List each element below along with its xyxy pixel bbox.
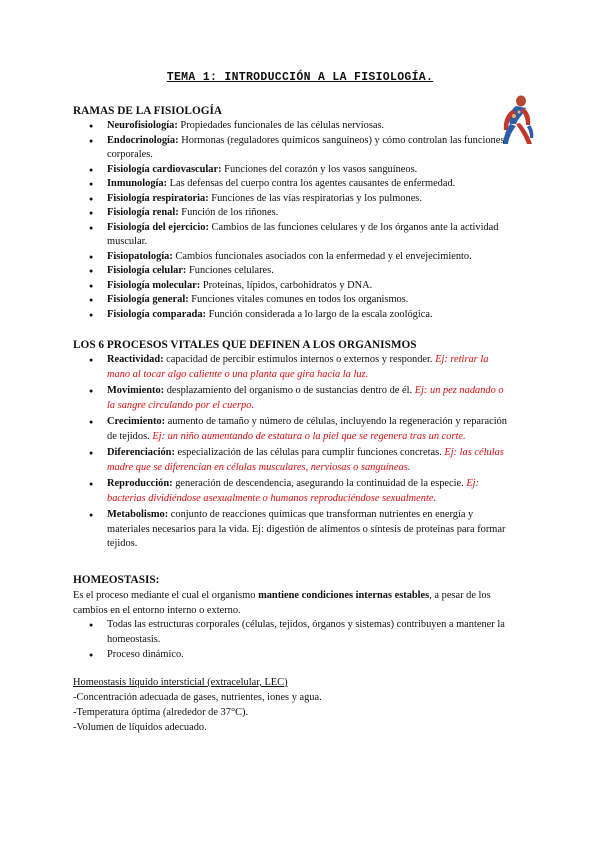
list-item xyxy=(73,163,513,178)
lec-line: -Concentración adecuada de gases, nutrientes, iones y agua. xyxy=(73,692,322,703)
intro-post: , a pesar de los cambios en el entorno interno o externo. xyxy=(73,590,491,616)
example: Ej: las células madre que se diferencian en células musculares, nerviosas o sanguíneas. xyxy=(107,447,504,473)
lec-line: -Temperatura óptima (alrededor de 37°C). xyxy=(73,707,249,718)
ramas-heading: RAMAS DE LA FISIOLOGÍA xyxy=(73,105,223,117)
list-item xyxy=(73,446,513,475)
term: Fisiología comparada: xyxy=(107,308,206,320)
intro-bold: mantiene condiciones internas estables xyxy=(258,590,430,601)
description: Funciones de las vías respiratorias y los pulmones. xyxy=(208,192,422,204)
homeostasis-bullets xyxy=(73,618,513,663)
term: Reactividad: xyxy=(107,354,164,365)
description: Las defensas del cuerpo contra los agentes causantes de enfermedad. xyxy=(167,178,456,189)
term: Diferenciación: xyxy=(107,447,175,458)
term: Inmunología: xyxy=(107,178,168,189)
homeostasis-intro xyxy=(73,589,523,618)
description: Funciones vitales comunes en todos los organismos. xyxy=(188,294,409,305)
lec-subheading: Homeostasis líquido intersticial (extracelular, LEC) xyxy=(73,677,288,688)
description: Propiedades funcionales de las células nerviosas. xyxy=(177,120,385,131)
term: Movimiento: xyxy=(107,385,165,396)
description: Cambios funcionales asociados con la enfermedad y el envejecimiento. xyxy=(172,250,472,262)
example: Ej: un niño aumentando de estatura o la piel que se regenera tras un corte. xyxy=(152,430,466,442)
list-item: ● Proceso dinámico. xyxy=(73,648,513,663)
description: aumento de tamaño y número de células, incluyendo la regeneración y reparación de tejidos. xyxy=(107,416,507,442)
description: conjunto de reacciones químicas que transforman nutrientes en energía y materiales necesarios para la vida. Ej: digestión de alimentos o síntesis de proteínas para formar tejidos. xyxy=(107,509,506,549)
list-item xyxy=(73,508,513,552)
description: Proteínas, lípidos, carbohidratos y DNA. xyxy=(200,279,373,291)
term: Crecimiento: xyxy=(107,416,166,427)
list-item xyxy=(73,353,513,382)
list-item xyxy=(73,250,513,265)
page-title: TEMA 1: INTRODUCCIÓN A LA FISIOLOGÍA. xyxy=(166,71,434,84)
term: Fisiología renal: xyxy=(107,207,179,218)
list-item xyxy=(73,415,513,444)
example: Ej: retirar la mano al tocar algo caliente o una planta que gira hacia la luz. xyxy=(107,354,489,380)
intro-pre: Es el proceso mediante el cual el organismo xyxy=(73,590,259,601)
description: generación de descendencia, asegurando la continuidad de la especie. xyxy=(172,478,467,489)
example: Ej: un pez nadando o la sangre circulando por el cuerpo. xyxy=(107,385,504,411)
list-item xyxy=(73,119,513,134)
example: Ej: bacterias dividiéndose asexualmente o humanos reproduciéndose sexualmente. xyxy=(107,478,480,504)
list-item xyxy=(73,134,513,163)
term: Fisiopatología: xyxy=(107,250,173,262)
description: desplazamiento del organismo o de sustancias dentro de él. xyxy=(164,385,415,396)
description: Funciones del corazón y los vasos sanguíneos. xyxy=(221,163,418,175)
term: Fisiología del ejercicio: xyxy=(107,221,209,233)
list-item xyxy=(73,264,513,279)
ramas-list xyxy=(73,119,513,322)
procesos-heading: LOS 6 PROCESOS VITALES QUE DEFINEN A LOS ORGANISMOS xyxy=(73,339,417,351)
list-item xyxy=(73,279,513,294)
term: Fisiología general: xyxy=(107,294,189,305)
description: Cambios de las funciones celulares y de los órganos ante la actividad muscular. xyxy=(107,221,499,247)
term: Fisiología cardiovascular: xyxy=(107,163,222,175)
description: capacidad de percibir estímulos internos o externos y responder. xyxy=(163,354,436,365)
list-item xyxy=(73,384,513,413)
term: Reproducción: xyxy=(107,478,173,489)
description: Funciones celulares. xyxy=(186,265,274,276)
description: Hormonas (reguladores químicos sanguíneos) y cómo controlan las funciones corporales. xyxy=(107,134,505,160)
term: Neurofisiología: xyxy=(107,120,178,131)
description: Función considerada a lo largo de la escala zoológica. xyxy=(206,308,433,320)
term: Fisiología respiratoria: xyxy=(107,192,209,204)
procesos-list xyxy=(73,353,513,554)
description: especialización de las células para cumplir funciones concretas. xyxy=(174,447,445,458)
term: Metabolismo: xyxy=(107,509,169,520)
list-item xyxy=(73,308,513,323)
list-item: ● Todas las estructuras corporales (células, tejidos, órganos y sistemas) contribuyen a mantener la homeostasis. xyxy=(73,618,513,647)
homeostasis-heading: HOMEOSTASIS: xyxy=(73,574,160,586)
list-item xyxy=(73,192,513,207)
list-item xyxy=(73,477,513,506)
list-item xyxy=(73,221,513,250)
list-item xyxy=(73,177,513,192)
list-item xyxy=(73,206,513,221)
term: Fisiología celular: xyxy=(107,265,187,276)
term: Endocrinología: xyxy=(107,134,179,146)
description: Función de los riñones. xyxy=(178,207,279,218)
lec-line: -Volumen de líquidos adecuado. xyxy=(73,722,207,733)
term: Fisiología molecular: xyxy=(107,279,201,291)
list-item xyxy=(73,293,513,308)
